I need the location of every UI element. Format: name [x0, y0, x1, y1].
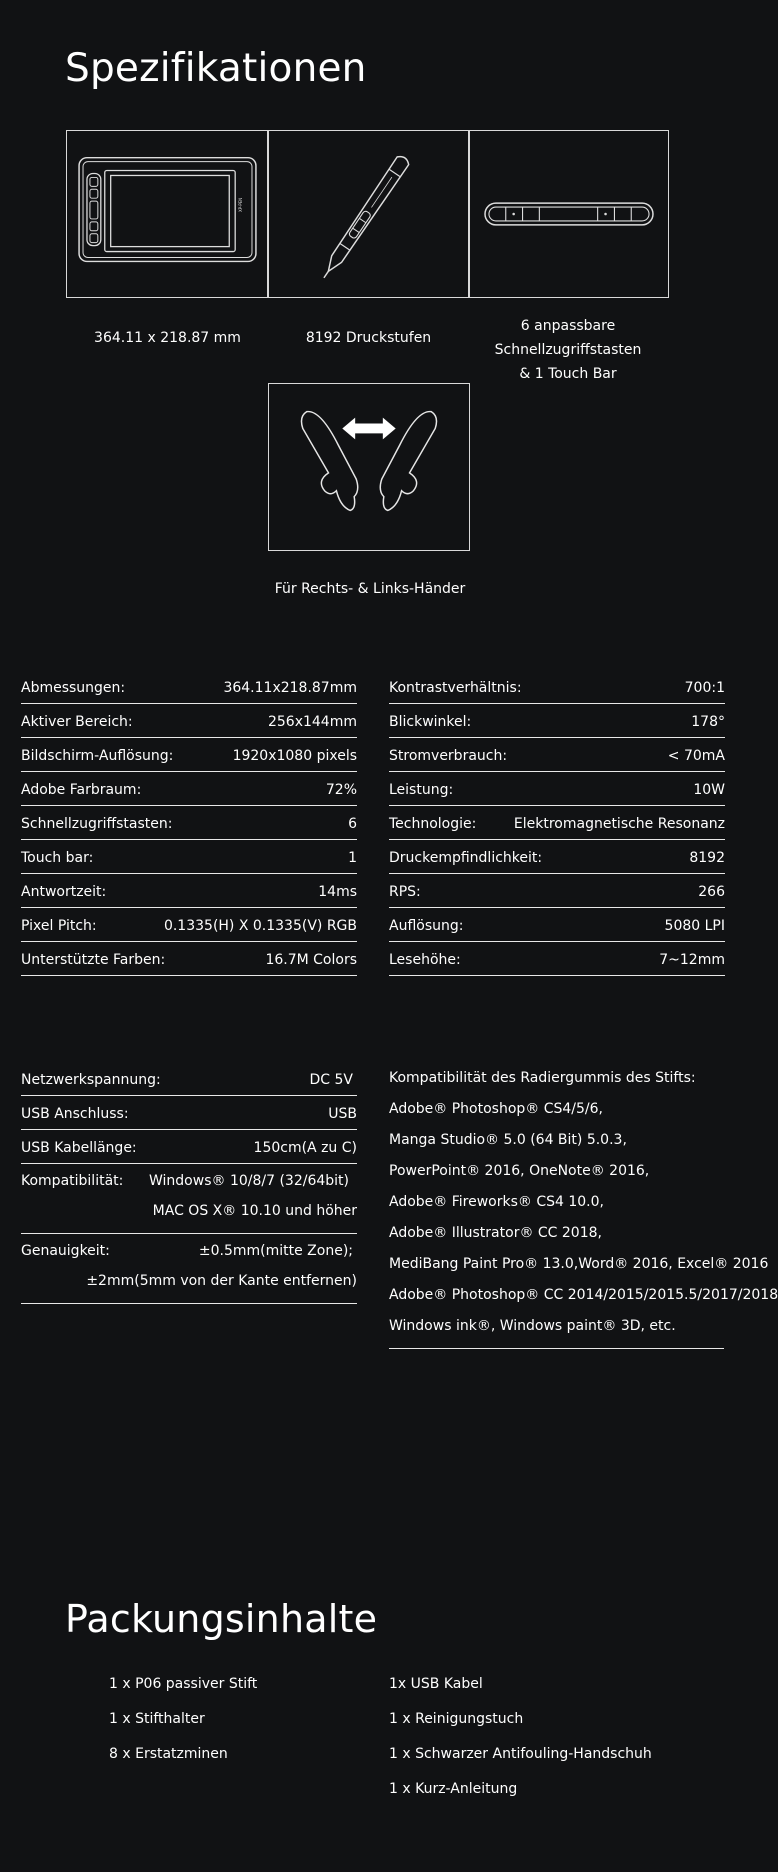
spec-row: Technologie: Elektromagnetische Resonanz: [389, 806, 725, 840]
feature-caption-keys: 6 anpassbare Schnellzugriffstasten & 1 Touch Bar: [494, 318, 642, 382]
spec-row: Druckempfindlichkeit: 8192: [389, 840, 725, 874]
list-item: MediBang Paint Pro® 13.0,Word® 2016, Excel® 2016: [389, 1256, 769, 1272]
spec-row: Schnellzugriffstasten: 6: [21, 806, 357, 840]
spec-row: Unterstützte Farben: 16.7M Colors: [21, 942, 357, 976]
list-item: 1 x P06 passiver Stift: [109, 1676, 258, 1692]
left-right-hands-icon: [269, 384, 469, 550]
spec-row: Lesehöhe: 7~12mm: [389, 942, 725, 976]
spec-row: Abmessungen: 364.11x218.87mm: [21, 670, 357, 704]
feature-caption-pressure: 8192 Druckstufen: [305, 330, 432, 346]
spec-row-compat: Kompatibilität: Windows® 10/8/7 (32/64bit) MAC OS X® 10.10 und höher: [21, 1164, 357, 1234]
list-item: Windows ink®, Windows paint® 3D, etc.: [389, 1318, 676, 1334]
spec-row: Blickwinkel: 178°: [389, 704, 725, 738]
spec-table-lower: [21, 1062, 357, 1304]
shortcut-keys-icon: [469, 131, 668, 297]
spec-row: Stromverbrauch: < 70mA: [389, 738, 725, 772]
spec-table-left: [21, 670, 357, 976]
spec-row: Bildschirm-Auflösung: 1920x1080 pixels: [21, 738, 357, 772]
feature-caption-size: 364.11 x 218.87 mm: [94, 330, 241, 346]
list-item: 1 x Kurz-Anleitung: [389, 1781, 518, 1797]
spec-row: Antwortzeit: 14ms: [21, 874, 357, 908]
spec-table-right: [389, 670, 725, 976]
list-item: Adobe® Photoshop® CC 2014/2015/2015.5/2017/2018: [389, 1287, 778, 1303]
spec-row-accuracy: Genauigkeit: ±0.5mm(mitte Zone); ±2mm(5mm von der Kante entfernen): [21, 1234, 357, 1304]
eraser-compat-heading: Kompatibilität des Radiergummis des Stifts:: [389, 1070, 696, 1086]
eraser-compat-list: [389, 1063, 778, 1349]
package-list-right: [389, 1667, 652, 1807]
list-item: 1 x Stifthalter: [109, 1711, 205, 1727]
list-item: Adobe® Fireworks® CS4 10.0,: [389, 1194, 604, 1210]
feature-box-shortcut-keys: [468, 130, 669, 298]
spec-row-cable: USB Kabellänge: 150cm(A zu C): [21, 1130, 357, 1164]
list-item: PowerPoint® 2016, OneNote® 2016,: [389, 1163, 650, 1179]
spec-row: Kontrastverhältnis: 700:1: [389, 670, 725, 704]
list-item: 8 x Erstatzminen: [109, 1746, 228, 1762]
spec-row-usb: USB Anschluss: USB: [21, 1096, 357, 1130]
spec-row: Pixel Pitch: 0.1335(H) X 0.1335(V) RGB: [21, 908, 357, 942]
feature-box-hands: [268, 383, 470, 551]
feature-box-pen: [267, 130, 470, 298]
tablet-brand: XP-PEN: [238, 197, 244, 213]
list-item: Adobe® Illustrator® CC 2018,: [389, 1225, 602, 1241]
spec-row: Aktiver Bereich: 256x144mm: [21, 704, 357, 738]
spec-row: Adobe Farbraum: 72%: [21, 772, 357, 806]
list-item: 1 x Reinigungstuch: [389, 1711, 524, 1727]
list-item: 1 x Schwarzer Antifouling-Handschuh: [389, 1746, 652, 1762]
spec-row: Leistung: 10W: [389, 772, 725, 806]
pen-icon: [268, 131, 469, 297]
list-item: Adobe® Photoshop® CS4/5/6,: [389, 1101, 604, 1117]
feature-box-tablet: [66, 130, 269, 298]
list-item: 1x USB Kabel: [389, 1676, 483, 1692]
spec-row-voltage: Netzwerkspannung: DC 5V: [21, 1062, 357, 1096]
spec-row: RPS: 266: [389, 874, 725, 908]
spec-row: Auflösung: 5080 LPI: [389, 908, 725, 942]
feature-caption-hands: Für Rechts- & Links-Händer: [274, 581, 466, 597]
tablet-icon: [67, 131, 268, 297]
list-item: Manga Studio® 5.0 (64 Bit) 5.0.3,: [389, 1132, 627, 1148]
spec-title: Spezifikationen: [65, 46, 367, 91]
package-list-left: [109, 1667, 257, 1772]
spec-row: Touch bar: 1: [21, 840, 357, 874]
package-title: Packungsinhalte: [65, 1597, 378, 1641]
